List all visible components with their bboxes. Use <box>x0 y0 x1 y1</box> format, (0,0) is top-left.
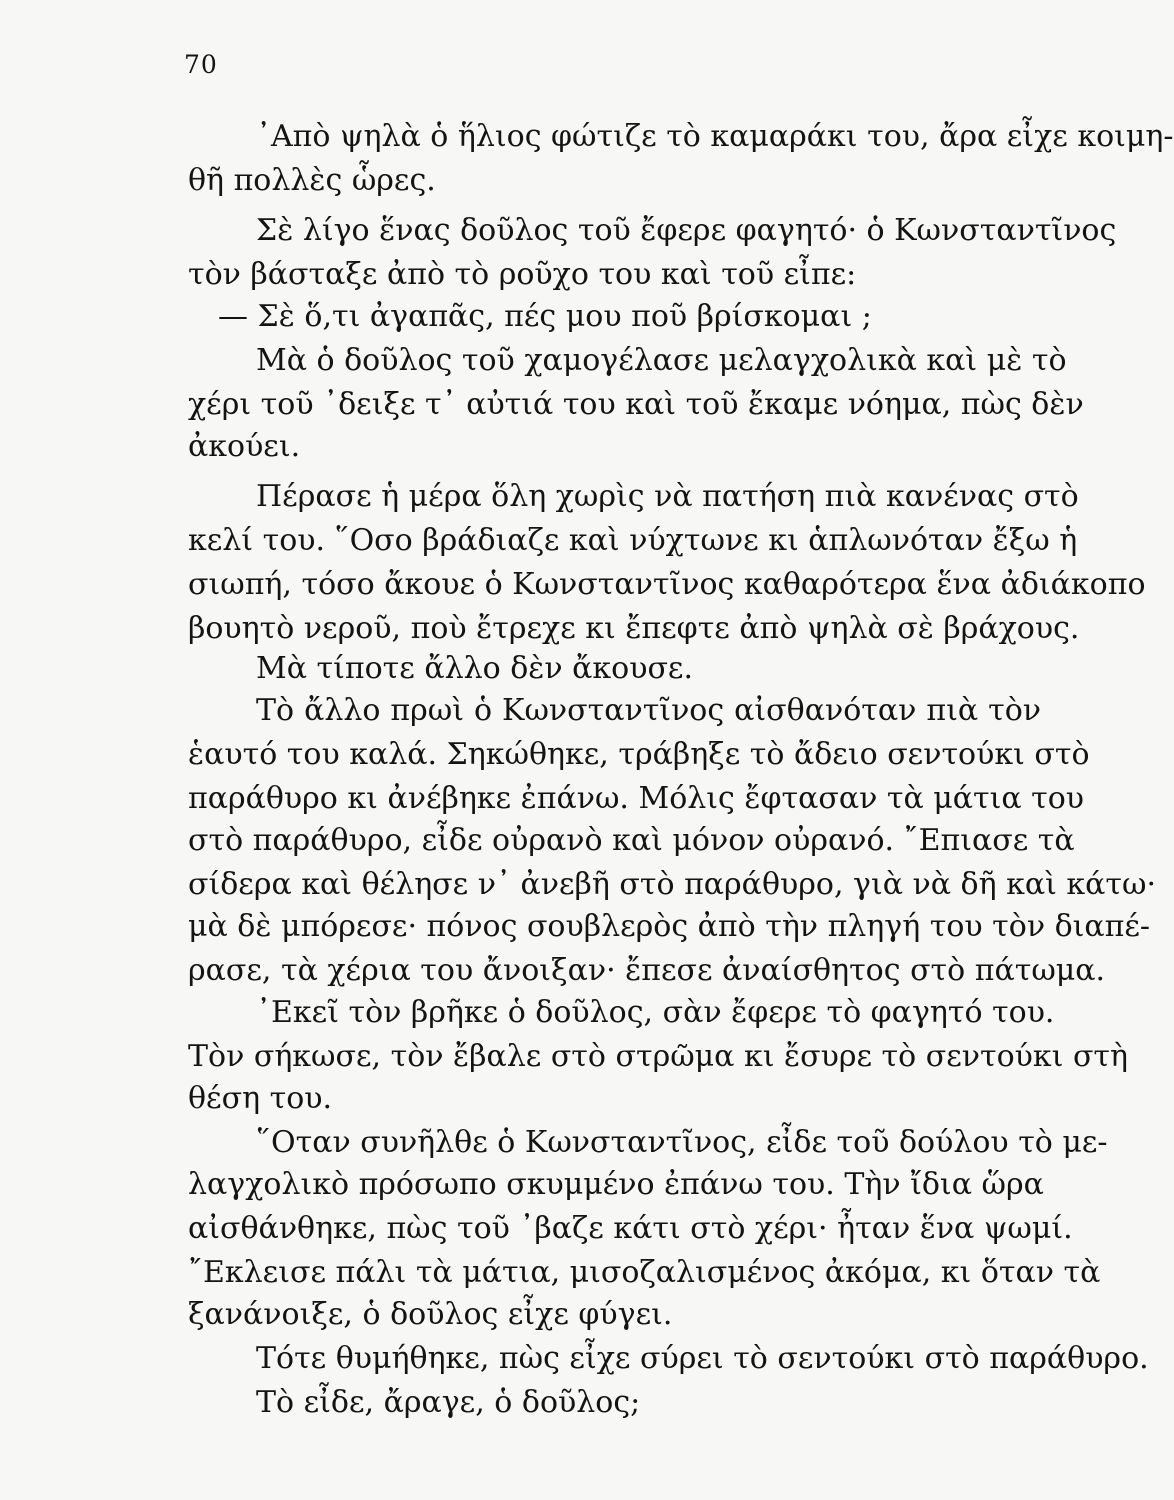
text-line: σιωπή, τόσο ἄκουε ὁ Κωνσταντῖνος καθαρότερα ἕνα ἀδιάκοπο <box>188 567 1146 602</box>
text-line: ξανάνοιξε, ὁ δοῦλος εἶχε φύγει. <box>188 1297 673 1332</box>
page-number: 70 <box>184 50 218 79</box>
text-line: — Σὲ ὅ,τι ἀγαπᾶς, πές μου ποῦ βρίσκομαι ; <box>218 299 872 334</box>
text-line: χέρι τοῦ ᾿δειξε τ᾿ αὐτιά του καὶ τοῦ ἔκαμε νόημα, πὼς δὲν <box>188 387 1084 422</box>
text-line: Πέρασε ἡ μέρα ὅλη χωρὶς νὰ πατήση πιὰ κανένας στὸ <box>256 479 1079 514</box>
text-line: ᾿Απὸ ψηλὰ ὁ ἥλιος φώτιζε τὸ καμαράκι του, ἄρα εἶχε κοιμη- <box>256 119 1174 154</box>
text-line: ᾿Εκεῖ τὸν βρῆκε ὁ δοῦλος, σὰν ἔφερε τὸ φαγητό του. <box>256 995 1055 1030</box>
text-line: Τὸ εἶδε, ἄραγε, ὁ δοῦλος; <box>256 1385 641 1420</box>
text-line: Σὲ λίγο ἕνας δοῦλος τοῦ ἔφερε φαγητό· ὁ Κωνσταντῖνος <box>256 213 1117 248</box>
text-line: παράθυρο κι ἀνέβηκε ἐπάνω. Μόλις ἔφτασαν τὰ μάτια του <box>188 781 1085 816</box>
text-line: μὰ δὲ μπόρεσε· πόνος σουβλερὸς ἀπὸ τὴν πληγή του τὸν διαπέ- <box>188 909 1151 944</box>
text-line: θῆ πολλὲς ὧρες. <box>188 163 436 198</box>
text-line: τὸν βάσταξε ἀπὸ τὸ ροῦχο του καὶ τοῦ εἶπε: <box>188 257 857 292</box>
text-line: λαγχολικὸ πρόσωπο σκυμμένο ἐπάνω του. Τὴν ἴδια ὥρα <box>188 1167 1044 1202</box>
text-line: Τότε θυμήθηκε, πὼς εἶχε σύρει τὸ σεντούκι στὸ παράθυρο. <box>256 1341 1149 1376</box>
text-line: Μὰ ὁ δοῦλος τοῦ χαμογέλασε μελαγχολικὰ καὶ μὲ τὸ <box>256 343 1067 378</box>
text-line: Τὸν σήκωσε, τὸν ἔβαλε στὸ στρῶμα κι ἔσυρε τὸ σεντούκι στὴ <box>188 1039 1128 1074</box>
text-line: Μὰ τίποτε ἄλλο δὲν ἄκουσε. <box>256 651 694 686</box>
text-line: Τὸ ἄλλο πρωὶ ὁ Κωνσταντῖνος αἰσθανόταν πιὰ τὸν <box>256 693 1041 728</box>
text-line: βουητὸ νεροῦ, ποὺ ἔτρεχε κι ἔπεφτε ἀπὸ ψηλὰ σὲ βράχους. <box>188 611 1080 646</box>
text-line: αἰσθάνθηκε, πὼς τοῦ ᾿βαζε κάτι στὸ χέρι· ἦταν ἕνα ψωμί. <box>188 1211 1073 1246</box>
text-line: στὸ παράθυρο, εἶδε οὐρανὸ καὶ μόνον οὐρανό. ῎Επιασε τὰ <box>188 823 1075 858</box>
text-line: ῎Εκλεισε πάλι τὰ μάτια, μισοζαλισμένος ἀκόμα, κι ὅταν τὰ <box>188 1255 1101 1290</box>
text-line: κελί του. ῞Οσο βράδιαζε καὶ νύχτωνε κι ἁπλωνόταν ἔξω ἡ <box>188 523 1078 558</box>
text-line: ἑαυτό του καλά. Σηκώθηκε, τράβηξε τὸ ἄδειο σεντούκι στὸ <box>188 737 1090 772</box>
text-line: ἀκούει. <box>188 429 301 464</box>
text-line: ῞Οταν συνῆλθε ὁ Κωνσταντῖνος, εἶδε τοῦ δούλου τὸ με- <box>256 1125 1108 1160</box>
text-line: ρασε, τὰ χέρια του ἄνοιξαν· ἔπεσε ἀναίσθητος στὸ πάτωμα. <box>188 953 1106 988</box>
text-line: θέση του. <box>188 1081 333 1116</box>
text-line: σίδερα καὶ θέλησε ν᾿ ἀνεβῆ στὸ παράθυρο, γιὰ νὰ δῆ καὶ κάτω· <box>188 867 1157 902</box>
